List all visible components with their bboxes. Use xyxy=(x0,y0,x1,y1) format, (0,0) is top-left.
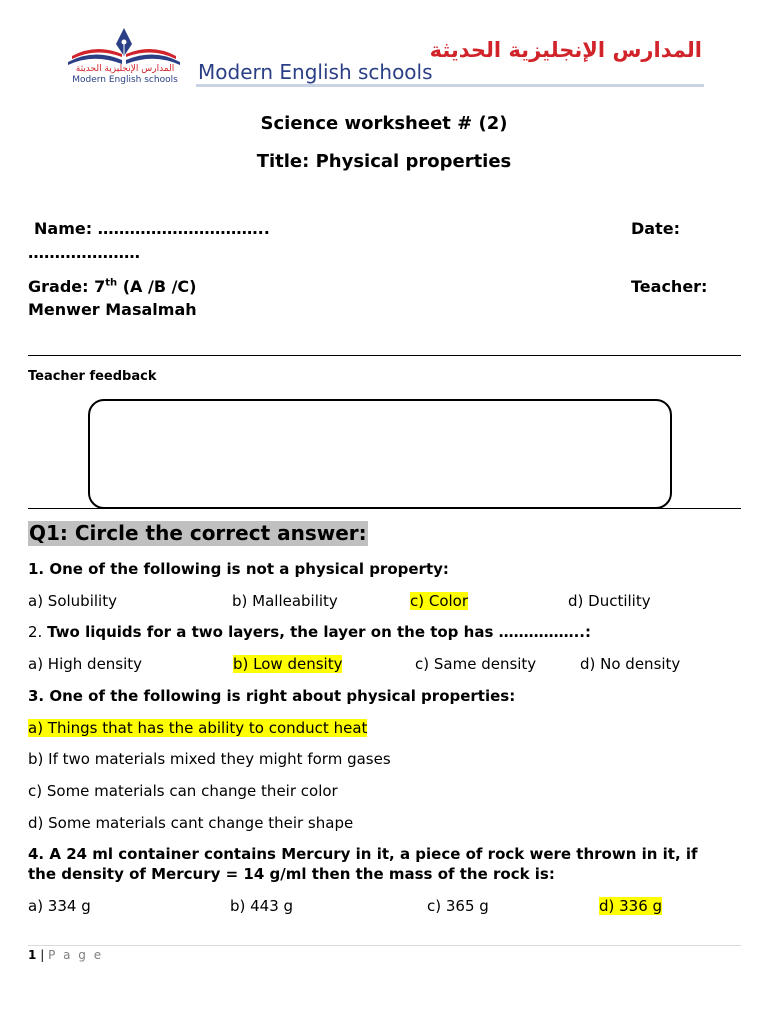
question-4-text-line2: the density of Mercury = 14 g/ml then the mass of the rock is: xyxy=(28,865,555,883)
teacher-name: Menwer Masalmah xyxy=(28,300,197,319)
footer-divider xyxy=(28,945,741,946)
page-separator: | xyxy=(40,948,45,962)
pen-book-emblem-icon xyxy=(62,26,186,66)
page-label: P a g e xyxy=(48,948,104,962)
worksheet-subtitle: Title: Physical properties xyxy=(256,151,512,172)
school-name-english: Modern English schools xyxy=(198,60,433,84)
name-field: Name: ………………………….. xyxy=(34,219,270,238)
q4-option-b: b) 443 g xyxy=(230,897,294,915)
grade-superscript: th xyxy=(105,277,118,289)
q2-option-c: c) Same density xyxy=(415,655,537,673)
page-number: 1 xyxy=(28,948,37,962)
grade-label: Grade: 7 xyxy=(28,277,106,296)
q2-option-b-answer: b) Low density xyxy=(233,655,343,673)
q4-option-a: a) 334 g xyxy=(28,897,91,915)
question-2-body: Two liquids for a two layers, the layer on the top has ……………..: xyxy=(47,623,591,641)
question-2-number: 2. xyxy=(28,623,48,641)
q2-option-a: a) High density xyxy=(28,655,143,673)
feedback-label: Teacher feedback xyxy=(28,369,157,384)
divider-line xyxy=(28,508,741,509)
q1-option-b: b) Malleability xyxy=(232,592,338,610)
q1-option-d: d) Ductility xyxy=(568,592,651,610)
q2-option-d: d) No density xyxy=(580,655,681,673)
school-name-arabic: المدارس الإنجليزية الحديثة xyxy=(429,38,702,62)
question-1-text: 1. One of the following is not a physical property: xyxy=(28,560,449,578)
date-label: Date: xyxy=(631,219,680,238)
q4-option-c: c) 365 g xyxy=(427,897,489,915)
q1-option-a: a) Solubility xyxy=(28,592,117,610)
question-4-text-line1: 4. A 24 ml container contains Mercury in it, a piece of rock were thrown in it, if xyxy=(28,845,698,863)
q4-option-d-answer: d) 336 g xyxy=(599,897,663,915)
school-logo xyxy=(62,26,186,88)
question-3-text: 3. One of the following is right about physical properties: xyxy=(28,687,516,705)
q1-option-c-answer: c) Color xyxy=(410,592,469,610)
q3-option-b: b) If two materials mixed they might form gases xyxy=(28,750,391,768)
page-footer xyxy=(28,948,103,962)
teacher-label: Teacher: xyxy=(631,277,708,296)
grade-sections: (A /B /C) xyxy=(117,277,197,296)
question-2-text xyxy=(28,623,591,641)
q3-option-d: d) Some materials cant change their shape xyxy=(28,814,354,832)
q3-option-a-answer: a) Things that has the ability to conduct heat xyxy=(28,719,368,737)
logo-text-arabic: المدارس الإنجليزية الحديثة xyxy=(75,64,175,74)
divider-line xyxy=(28,355,741,356)
grade-field xyxy=(28,277,196,296)
worksheet-title: Science worksheet # (2) xyxy=(260,113,508,134)
q1-heading: Q1: Circle the correct answer: xyxy=(29,521,367,545)
q3-option-c: c) Some materials can change their color xyxy=(28,782,338,800)
logo-text-english: Modern English schools xyxy=(72,75,178,85)
feedback-box xyxy=(88,399,672,509)
header-divider xyxy=(196,84,704,87)
date-dots: ………………… xyxy=(28,243,140,262)
